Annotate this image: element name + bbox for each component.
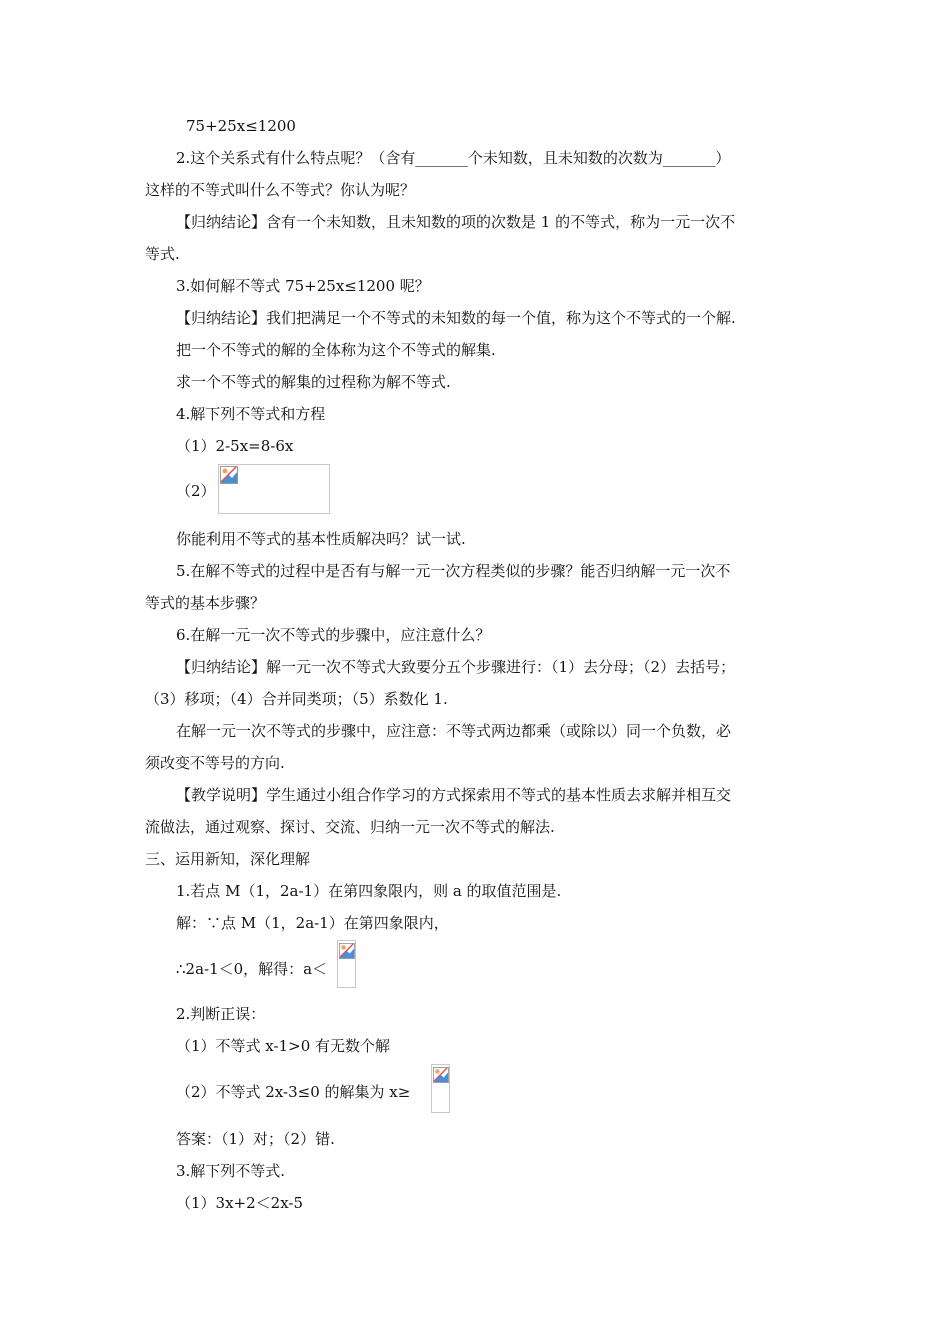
text-line: 流做法，通过观察、探讨、交流、归纳一元一次不等式的解法. [145,818,555,836]
text-line: 2.判断正误： [176,1005,266,1023]
text-line: （2） [176,482,216,500]
text-line: （1）不等式 x-1>0 有无数个解 [176,1037,391,1055]
text-line: 这样的不等式叫什么不等式？你认为呢？ [145,181,416,199]
section-heading: 三、运用新知，深化理解 [145,850,311,868]
text-line: 【归纳结论】解一元一次不等式大致要分五个步骤进行：（1）去分母；（2）去括号； [176,658,736,676]
broken-image-icon [339,942,355,960]
text-line: 2.这个关系式有什么特点呢？（含有_______个未知数，且未知数的次数为_______） [176,149,731,167]
text-line: （2）不等式 2x-3≤0 的解集为 x≥ [176,1083,411,1101]
text-line: 求一个不等式的解集的过程称为解不等式. [176,373,451,391]
text-line: 1.若点 M（1，2a-1）在第四象限内，则 a 的取值范围是. [176,882,562,900]
text-line: 你能利用不等式的基本性质解决吗？试一试. [176,530,466,548]
text-line: 5.在解不等式的过程中是否有与解一元一次方程类似的步骤？能否归纳解一元一次不 [176,562,731,580]
text-line: （1）3x+2＜2x-5 [176,1194,304,1212]
text-line: 等式. [145,245,180,263]
text-line: ∴2a-1＜0，解得：a＜ [176,960,328,978]
text-line: 75+25x≤1200 [186,117,296,135]
text-line: 【归纳结论】我们把满足一个不等式的未知数的每一个值，称为这个不等式的一个解. [176,309,736,327]
text-line: 4.解下列不等式和方程 [176,405,326,423]
text-line: （3）移项；（4）合并同类项；（5）系数化 1. [145,690,448,708]
text-line: 把一个不等式的解的全体称为这个不等式的解集. [176,341,496,359]
image-placeholder [337,940,356,988]
broken-image-icon [220,466,238,484]
broken-image-icon [433,1066,449,1084]
text-line: 须改变不等号的方向. [145,754,285,772]
text-line: 等式的基本步骤？ [145,594,266,612]
text-line: 3.如何解不等式 75+25x≤1200 呢？ [176,277,430,295]
image-placeholder [431,1064,450,1113]
text-line: 解：∵点 M（1，2a-1）在第四象限内， [176,914,449,932]
image-placeholder [218,464,330,514]
text-line: 【教学说明】学生通过小组合作学习的方式探索用不等式的基本性质去求解并相互交 [176,786,732,804]
text-line: 6.在解一元一次不等式的步骤中，应注意什么？ [176,626,491,644]
text-line: 答案：（1）对；（2）错. [176,1130,335,1148]
text-line: 3.解下列不等式. [176,1162,286,1180]
text-line: 在解一元一次不等式的步骤中，应注意：不等式两边都乘（或除以）同一个负数，必 [176,722,732,740]
text-line: （1）2-5x=8-6x [176,437,294,455]
text-line: 【归纳结论】含有一个未知数，且未知数的项的次数是 1 的不等式，称为一元一次不 [176,213,736,231]
